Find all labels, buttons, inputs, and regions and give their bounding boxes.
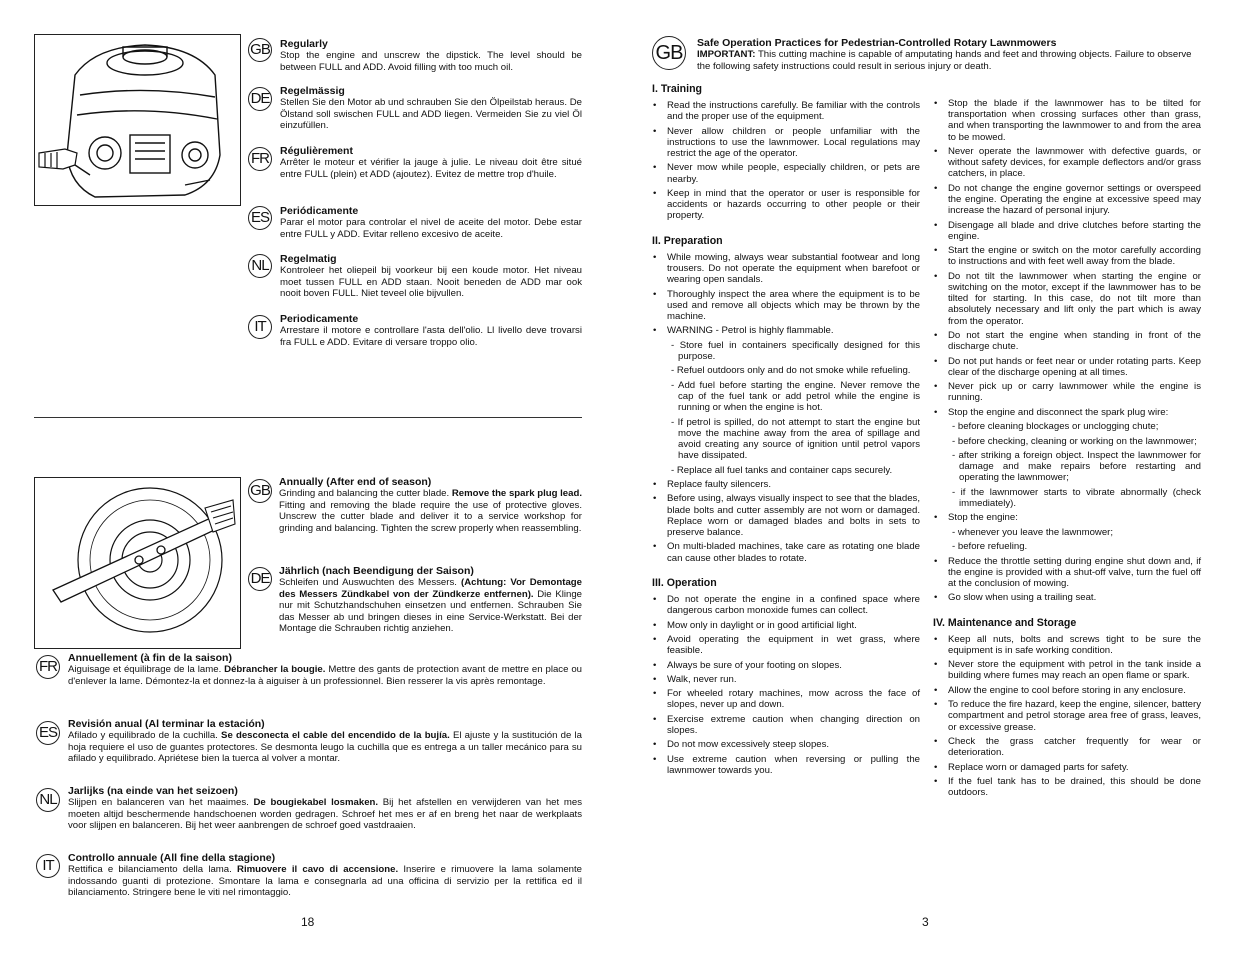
- list-item: • Never allow children or people unfamiliar with the instructions to use the lawnmower. Local regulations may restrict the age of the operator.: [652, 126, 920, 160]
- body-text: Aiguisage et équilibrage de la lame.: [68, 664, 225, 675]
- warning-text: Débrancher la bougie.: [224, 664, 326, 675]
- list-item: • Do not start the engine when standing in front of the discharge chute.: [933, 330, 1201, 352]
- sub-list-item: - before cleaning blockages or unclogging chute;: [952, 421, 1159, 433]
- engine-figure: [34, 34, 241, 206]
- body-text: Mettre des gants de protection avant de mettre en place ou d'enlever la lame. Démontez-la et donnez-la à aiguiser à un professionnel. Bien resserer la vis après remontage.: [68, 664, 582, 687]
- section-body: [68, 864, 582, 899]
- engine-dipstick-illustration: [35, 35, 240, 205]
- sub-list-item: - if the lawnmower starts to vibrate abnormally (check immediately).: [952, 486, 1201, 509]
- language-badge-de: DE: [248, 567, 272, 591]
- body-text: Fitting and removing the blade require the use of protective gloves. Unscrew the cutter blade and deliver it to a service workshop for grinding and balancing. Tighten the screw properly when reassembling.: [279, 499, 582, 534]
- heading-operation: III. Operation: [652, 576, 717, 589]
- section-title: Periódicamente: [280, 205, 359, 217]
- list-item: • Never store the equipment with petrol in the tank inside a building where fumes may reach an open flame or spark.: [933, 659, 1201, 681]
- language-badge-de: DE: [248, 87, 272, 111]
- body-text: Grinding and balancing the cutter blade.: [279, 488, 452, 499]
- page-number: 3: [922, 915, 929, 929]
- list-item: • For wheeled rotary machines, mow across the face of slopes, never up and down.: [652, 688, 920, 710]
- section-title: Periodicamente: [280, 313, 359, 325]
- section-title: Regelmässig: [280, 85, 345, 97]
- warning-text: Rimuovere il cavo di accensione.: [237, 864, 399, 875]
- list-item: • To reduce the fire hazard, keep the engine, silencer, battery compartment and petrol storage area free of grass, leaves, or excessive grease.: [933, 699, 1201, 733]
- language-badge-fr: FR: [36, 655, 60, 679]
- list-item: • Always be sure of your footing on slopes.: [652, 660, 920, 671]
- list-item: • While mowing, always wear substantial footwear and long trousers. Do not operate the equipment when barefoot or wearing open sandals.: [652, 252, 920, 286]
- sub-list-item: - Refuel outdoors only and do not smoke while refueling.: [671, 365, 911, 377]
- list-item: • Allow the engine to cool before storing in any enclosure.: [933, 685, 1201, 696]
- body-text: Bij het afstellen en verwijderen van het mes moeten altijd beschermende handschoenen worden gedragen. Schroef het mes er af en breng het naar de werkplaats voor slijpen en balanceren. Bij het weer aanbrengen de schroef goed vastdraaien.: [68, 797, 582, 831]
- list-item: • Go slow when using a trailing seat.: [933, 592, 1201, 603]
- section-title: Regelmatig: [280, 253, 337, 265]
- safety-column-1: [652, 83, 920, 779]
- warning-text: Se desconecta el cable del encendido de la bujía.: [221, 730, 450, 741]
- warning-text: (Achtung: Vor Demontage des Messers Zündkabel von der Zündkerze entfernen).: [279, 577, 582, 600]
- section-body: Arrestare il motore e controllare l'asta dell'olio. Ll livello deve trovarsi fra FULL e ADD. Evitare di versare troppo olio.: [280, 325, 582, 348]
- body-text: Slijpen en balanceren van het maaimes.: [68, 797, 254, 808]
- blade-section-fr: [68, 652, 582, 687]
- operation-list-continued: [933, 98, 1201, 604]
- heading-maintenance: IV. Maintenance and Storage: [933, 616, 1077, 629]
- list-item: • Do not mow excessively steep slopes.: [652, 739, 920, 750]
- body-text: Afilado y equilibrado de la cuchilla.: [68, 730, 222, 741]
- preparation-list: [652, 252, 920, 564]
- language-badge-it: IT: [248, 315, 272, 339]
- list-item: • Do not tilt the lawnmower when starting the engine or switching on the motor, except if the lawnmower has to be tilted for starting. In this case, do not tilt more than absolutely necessary and lift only the part which is away from the operator.: [933, 271, 1201, 327]
- list-item: • Keep all nuts, bolts and screws tight to be sure the equipment is in safe working condition.: [933, 634, 1201, 656]
- section-body: Kontroleer het oliepeil bij voorkeur bij een koude motor. Het niveau moet tussen FULL en ADD staan. Nooit beneden de ADD mar ook nooit boven FULL. Niet teveel olie bijvullen.: [280, 265, 582, 299]
- list-item: • Check the grass catcher frequently for wear or deterioration.: [933, 736, 1201, 758]
- blade-section-gb: [279, 476, 582, 534]
- section-title: Jarlijks (na einde van het seizoen): [68, 785, 238, 797]
- sub-list-item: - after striking a foreign object. Inspect the lawnmower for damage and make repairs before restarting and operating the lawnmower;: [952, 449, 1201, 484]
- section-body: [279, 488, 582, 534]
- spacer: [933, 607, 1201, 617]
- list-item: • Reduce the throttle setting during engine shut down and, if the engine is provided with a shut-off valve, turn the fuel off at the conclusion of mowing.: [933, 556, 1201, 590]
- list-item: • Never operate the lawnmower with defective guards, or without safety devices, for example deflectors and/or grass catchers, in place.: [933, 146, 1201, 180]
- list-item: • Never pick up or carry lawnmower while the engine is running.: [933, 381, 1201, 403]
- body-text: Rettifica e bilanciamento della lama.: [68, 864, 238, 875]
- blade-section-nl: [68, 785, 582, 832]
- list-item: • Replace worn or damaged parts for safety.: [933, 762, 1201, 773]
- list-item: • If the fuel tank has to be drained, this should be done outdoors.: [933, 776, 1201, 798]
- list-item: • Do not put hands or feet near or under rotating parts. Keep clear of the discharge opening at all times.: [933, 356, 1201, 378]
- sub-list-item: - Replace all fuel tanks and container caps securely.: [671, 464, 893, 476]
- section-body: Arrêter le moteur et vérifier la jauge à julie. Le niveau doit être situé entre FULL (plein) et ADD (ajoutez). Evitez de mettre trop d'huile.: [280, 157, 582, 180]
- oil-section-de: [280, 85, 582, 132]
- language-badge-gb: GB: [652, 36, 686, 70]
- page-title: Safe Operation Practices for Pedestrian-Controlled Rotary Lawnmowers: [697, 37, 1057, 49]
- list-item: • Mow only in daylight or in good artificial light.: [652, 620, 920, 631]
- blade-illustration: [35, 478, 240, 648]
- sub-list-item: - before refueling.: [952, 541, 1028, 553]
- spacer: [652, 225, 920, 235]
- safety-header: [697, 37, 1202, 72]
- body-text: Inserire e rimuovere la lama solamente indossando guanti di protezione. Smontare la lama e consegnarla ad una officina di servizio per la rettifica ed il bilanciamento. Stringere bene le viti nel rimontaggio.: [68, 864, 582, 898]
- section-body: [68, 664, 582, 687]
- heading-training: I. Training: [652, 83, 703, 95]
- oil-section-it: [280, 313, 582, 348]
- section-divider: [34, 417, 582, 418]
- section-title: Annually (After end of season): [279, 476, 432, 488]
- section-title: Annuellement (à fin de la saison): [68, 652, 232, 664]
- blade-section-it: [68, 852, 582, 899]
- maintenance-list: [933, 634, 1201, 799]
- list-item: • Thoroughly inspect the area where the equipment is to be used and remove all objects which may be thrown by the machine.: [652, 289, 920, 323]
- important-label: IMPORTANT:: [697, 49, 756, 60]
- operation-list: [652, 594, 920, 776]
- section-title: Régulièrement: [280, 145, 353, 157]
- language-badge-fr: FR: [248, 147, 272, 171]
- page-number: 18: [301, 915, 315, 929]
- section-title: Jährlich (nach Beendigung der Saison): [279, 565, 474, 577]
- language-badge-it: IT: [36, 854, 60, 878]
- body-text: Die Klinge nur mit Schutzhandschuhen einsetzen und entfernen. Schrauben Sie das Messer ab und bringen dieses in eine Service-Werkstatt. Bei der Montage die Schrauben richtig anziehen.: [279, 588, 582, 634]
- body-text: Schleifen und Auswuchten des Messers.: [279, 577, 462, 588]
- body-text: El ajuste y la sustitución de la hoja requiere el uso de guantes protectores. Se desmonta leugo la cuchilla que es entrega a un taller mecánico para su afilado y equilibrado. Apriétese bien la tuerca al volver a montar.: [68, 730, 582, 764]
- oil-section-gb: [280, 38, 582, 73]
- list-item: • Do not change the engine governor settings or overspeed the engine. Operating the engine at excessive speed may increase the hazard of personal injury.: [933, 183, 1201, 217]
- list-item: • Never mow while people, especially children, or pets are nearby.: [652, 162, 920, 184]
- oil-section-nl: [280, 253, 582, 300]
- section-body: [68, 730, 582, 765]
- list-item: • Replace faulty silencers.: [652, 479, 920, 490]
- list-item: • Use extreme caution when reversing or pulling the lawnmower towards you.: [652, 754, 920, 776]
- section-title: Revisión anual (Al terminar la estación): [68, 718, 265, 730]
- list-item: • Exercise extreme caution when changing direction on slopes.: [652, 714, 920, 736]
- section-body: [68, 797, 582, 832]
- list-item: • Stop the engine and disconnect the spark plug wire:: [933, 407, 1201, 418]
- list-item: • Start the engine or switch on the motor carefully according to instructions and with feet well away from the blade.: [933, 245, 1201, 267]
- list-item: • On multi-bladed machines, take care as rotating one blade can cause other blades to rotate.: [652, 541, 920, 563]
- sub-list-item: - Store fuel in containers specifically designed for this purpose.: [671, 339, 920, 362]
- section-title: Controllo annuale (All fine della stagione): [68, 852, 276, 864]
- safety-column-2: [933, 98, 1201, 802]
- language-badge-gb: GB: [248, 479, 272, 503]
- important-text: This cutting machine is capable of amputating hands and feet and throwing objects. Failure to observe the following safety instructions could result in serious injury or death.: [697, 49, 1192, 72]
- section-body: Stellen Sie den Motor ab und schrauben Sie den Ölpeilstab heraus. De Ölstand soll swischen FULL and ADD liegen. Vermeiden Sie zu viel Öl einzufüllen.: [280, 97, 582, 131]
- list-item: • WARNING - Petrol is highly flammable.: [652, 325, 920, 336]
- language-badge-es: ES: [36, 721, 60, 745]
- oil-section-fr: [280, 145, 582, 180]
- list-item: • Stop the blade if the lawnmower has to be tilted for transportation when crossing surfaces other than grass, and when transporting the lawnmower to and from the area to be mowed.: [933, 98, 1201, 143]
- sub-list-item: - before checking, cleaning or working on the lawnmower;: [952, 435, 1197, 447]
- language-badge-es: ES: [248, 206, 272, 230]
- language-badge-gb: GB: [248, 38, 272, 62]
- language-badge-nl: NL: [248, 254, 272, 278]
- language-badge-nl: NL: [36, 788, 60, 812]
- list-item: • Read the instructions carefully. Be familiar with the controls and the proper use of the equipment.: [652, 100, 920, 122]
- sub-list-item: - Add fuel before starting the engine. Never remove the cap of the fuel tank or add petrol while the engine is running or when the engine is hot.: [671, 379, 920, 414]
- section-body: [279, 577, 582, 635]
- training-list: [652, 100, 920, 222]
- list-item: • Keep in mind that the operator or user is responsible for accidents or hazards occurring to other people or their property.: [652, 188, 920, 222]
- section-body: Stop the engine and unscrew the dipstick. The level should be between FULL and ADD. Avoid filling with too much oil.: [280, 50, 582, 73]
- list-item: • Disengage all blade and drive clutches before starting the engine.: [933, 220, 1201, 242]
- list-item: • Do not operate the engine in a confined space where dangerous carbon monoxide fumes can collect.: [652, 594, 920, 616]
- oil-section-es: [280, 205, 582, 240]
- list-item: • Walk, never run.: [652, 674, 920, 685]
- list-item: • Avoid operating the equipment in wet grass, where feasible.: [652, 634, 920, 656]
- warning-text: De bougiekabel losmaken.: [253, 797, 379, 808]
- sub-list-item: - If petrol is spilled, do not attempt to start the engine but move the machine away from the area of spillage and avoid creating any source of ignition until petrol vapors have dissipated.: [671, 416, 920, 462]
- blade-section-de: [279, 565, 582, 635]
- section-body: Parar el motor para controlar el nivel de aceite del motor. Debe estar entre FULL y ADD. Evitar relleno excesivo de aceite.: [280, 217, 582, 240]
- blade-figure: [34, 477, 241, 649]
- spacer: [652, 567, 920, 577]
- list-item: • Stop the engine:: [933, 512, 1201, 523]
- important-notice: [697, 49, 1202, 72]
- list-item: • Before using, always visually inspect to see that the blades, blade bolts and cutter assembly are not worn or damaged. Replace worn or damaged blades and bolts in sets to preserve balance.: [652, 493, 920, 538]
- section-title: Regularly: [280, 38, 328, 50]
- heading-preparation: II. Preparation: [652, 234, 723, 247]
- sub-list-item: - whenever you leave the lawnmower;: [952, 526, 1114, 538]
- blade-section-es: [68, 718, 582, 765]
- warning-text: Remove the spark plug lead.: [451, 488, 582, 499]
